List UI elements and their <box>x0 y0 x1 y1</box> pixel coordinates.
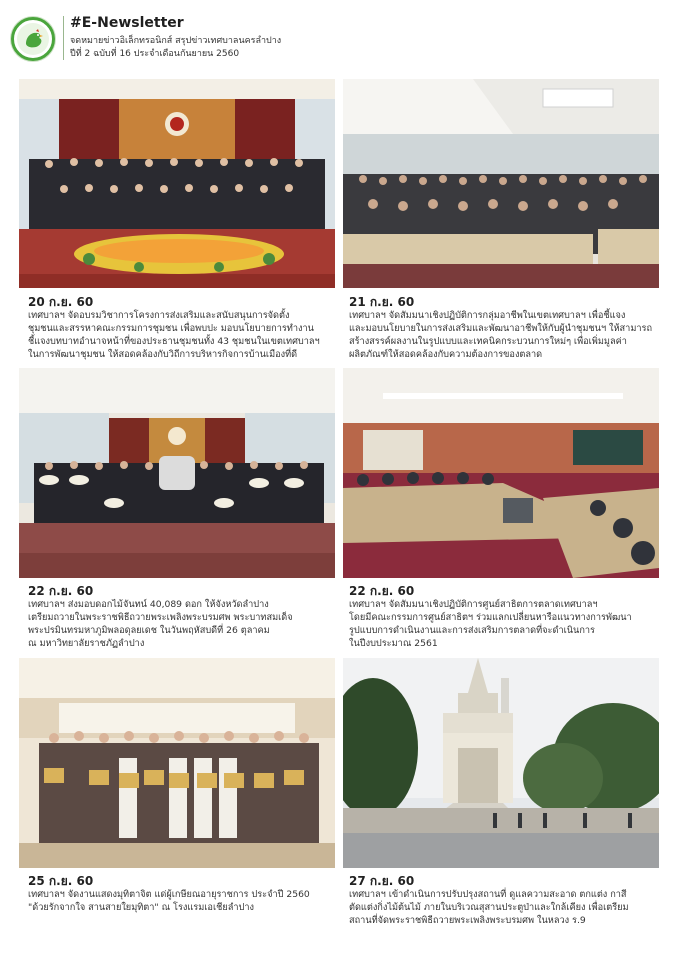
news-line: ชี้แจงบทบาทอำนาจหน้าที่ของประธานชุมชนทั้ง 43 ชุมชนในเขตเทศบาลฯ <box>28 336 320 347</box>
news-line: สถานที่จัดพระราชพิธีถวายพระเพลิงพระบรมศพ ในหลวง ร.9 <box>349 915 586 926</box>
issue-info: ปีที่ 2 ฉบับที่ 16 ประจำเดือนกันยายน 2560 <box>70 49 240 59</box>
news-line: เทศบาลฯ เข้าดำเนินการปรับปรุงสถานที่ ดูแลความสะอาด ตกแต่ง กาสี <box>349 889 627 900</box>
news-line: ในปีงบประมาณ 2561 <box>349 638 438 649</box>
news-line: ในการพัฒนาชุมชน ให้สอดคล้องกับวิถีการบริหารกิจการบ้านเมืองที่ดี <box>28 349 298 360</box>
news-caption-6 <box>349 874 667 927</box>
news-caption-1 <box>28 295 346 361</box>
news-line: เตรียมถวายในพระราชพิธีถวายพระเพลิงพระบรมศพ พระบาทสมเด็จ <box>28 612 293 623</box>
news-date: 25 ก.ย. 60 <box>28 874 94 888</box>
news-caption-2 <box>349 295 667 361</box>
news-line: ชุมชนและสรรหาคณะกรรมการชุมชน เพื่อพบปะ มอบนโยบายการทำงาน <box>28 323 314 334</box>
rooster-icon <box>14 20 52 58</box>
news-line: เทศบาลฯ ส่งมอบดอกไม้จันทน์ 40,089 ดอก ให้จังหวัดลำปาง <box>28 599 269 610</box>
news-line: "ด้วยรักจากใจ สานสายใยมุทิตา" ณ โรงแรมเอเชียลำปาง <box>28 902 254 913</box>
news-date: 27 ก.ย. 60 <box>349 874 415 888</box>
news-photo-1 <box>19 79 335 288</box>
news-line: เทศบาลฯ จัดงานแสดงมุทิตาจิต แด่ผู้เกษียณอายุราชการ ประจำปี 2560 <box>28 889 310 900</box>
news-photo-5 <box>19 658 335 868</box>
municipality-logo <box>11 17 55 61</box>
header-divider <box>63 16 64 60</box>
newsletter-title: #E-Newsletter <box>70 15 184 31</box>
news-photo-2 <box>343 79 659 288</box>
news-line: ตัดแต่งกิ่งไม้ต้นไม้ ภายในบริเวณสุสานประตูป่าและใกล้เคียง เพื่อเตรียม <box>349 902 629 913</box>
news-photo-4 <box>343 368 659 578</box>
news-line: รูปแบบการดำเนินงานและการส่งเสริมการตลาดที่จะดำเนินการ <box>349 625 595 636</box>
news-line: เทศบาลฯ จัดสัมมนาเชิงปฏิบัติการกลุ่มอาชีพในเขตเทศบาลฯ เพื่อชี้แจง <box>349 310 626 321</box>
news-date: 22 ก.ย. 60 <box>349 584 415 598</box>
news-date: 22 ก.ย. 60 <box>28 584 94 598</box>
news-line: ผลิตภัณฑ์ให้สอดคล้องกับความต้องการของตลาด <box>349 349 543 360</box>
news-caption-5 <box>28 874 346 914</box>
news-photo-6 <box>343 658 659 868</box>
news-line: และมอบนโยบายในการส่งเสริมและพัฒนาอาชีพให้กับผู้นำชุมชนฯ ให้สามารถ <box>349 323 653 334</box>
news-date: 21 ก.ย. 60 <box>349 295 415 309</box>
newsletter-subtitle: จดหมายข่าวอิเล็กทรอนิกส์ สรุปข่าวเทศบาลนครลำปาง <box>70 36 282 46</box>
news-line: พระปรมินทรมหาภูมิพลอดุลยเดช ในวันพฤหัสบดีที่ 26 ตุลาคม <box>28 625 270 636</box>
news-line: ณ มหาวิทยาลัยราชภัฏลำปาง <box>28 638 145 649</box>
news-date: 20 ก.ย. 60 <box>28 295 94 309</box>
news-caption-4 <box>349 584 667 650</box>
newsletter-header <box>0 0 679 72</box>
news-caption-3 <box>28 584 346 650</box>
news-line: เทศบาลฯ จัดอบรมวิชาการโครงการส่งเสริมและสนับสนุนการจัดตั้ง <box>28 310 290 321</box>
news-line: สร้างสรรค์ผลงานในรูปแบบและเทคนิคกระบวนการใหม่ๆ เพื่อเพิ่มมูลค่า <box>349 336 627 347</box>
news-photo-3 <box>19 368 335 578</box>
news-line: เทศบาลฯ จัดสัมมนาเชิงปฏิบัติการศูนย์สาธิตการตลาดเทศบาลฯ <box>349 599 598 610</box>
news-line: โดยมีคณะกรรมการศูนย์สาธิตฯ ร่วมแลกเปลี่ยนหารือแนวทางการพัฒนา <box>349 612 632 623</box>
